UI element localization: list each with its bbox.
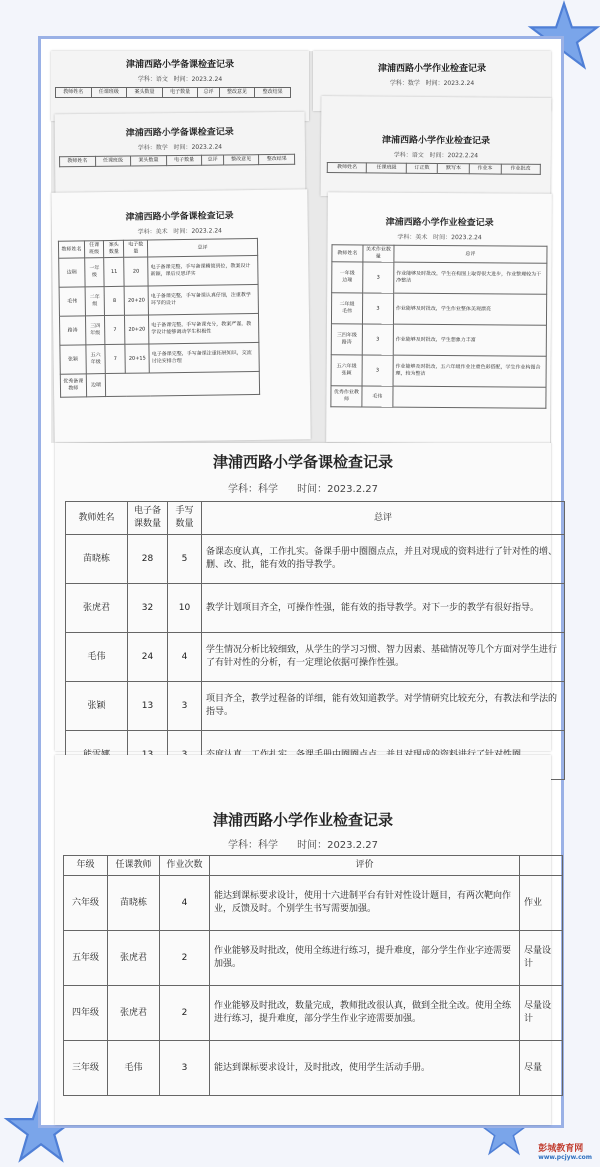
sheet-lesson-plan-chinese	[51, 51, 309, 121]
table-cell: 4	[168, 633, 202, 682]
table-cell: 四年级	[64, 986, 108, 1041]
table-row	[64, 1041, 563, 1096]
table-row	[66, 535, 565, 584]
table-cell-comment: 能达到课标要求设计，及时批改，使用学生活动手册。	[210, 1041, 520, 1096]
table-header-cell: 年级	[64, 856, 108, 876]
table-header-cell: 任课班级	[95, 156, 131, 166]
table-header-cell: 总评	[394, 245, 547, 263]
sheet-table	[59, 154, 295, 167]
table-cell: 张颖	[60, 345, 86, 374]
sheet-subtitle: 学科：美术 时间：2023.2.24	[137, 227, 223, 236]
sheet-subtitle: 学科：科学 时间：2023.2.27	[228, 840, 378, 851]
table-cell-side: 作业	[520, 876, 563, 931]
table-cell: 3	[168, 682, 202, 731]
table-header-cell	[520, 856, 563, 876]
table-cell	[106, 371, 260, 396]
table-cell: 20+20	[124, 286, 148, 315]
table-cell: 三四年级	[85, 316, 105, 345]
table-cell: 优秀备课教师	[60, 374, 86, 397]
table-header-cell: 作业批改	[501, 164, 541, 174]
table-row	[59, 255, 258, 287]
table-header-cell: 案头数量	[127, 88, 163, 98]
sheet-lesson-plan-art	[51, 189, 310, 443]
table-header-cell: 整改结果	[259, 154, 295, 164]
sheet-title: 津浦西路小学备课检查记录	[212, 453, 393, 471]
table-cell: 3	[363, 262, 394, 293]
photo-homework-science	[55, 755, 551, 1125]
table-cell: 六年级	[64, 876, 108, 931]
table-header-cell: 订正数	[406, 163, 438, 173]
table-header-cell: 教师姓名	[66, 502, 128, 535]
table-cell: 毛伟	[59, 287, 85, 316]
table-header-cell: 案头数量	[104, 240, 124, 257]
table-cell: 2	[160, 986, 210, 1041]
table-cell: 二年级	[85, 287, 105, 316]
table-cell: 苗晓栋	[108, 876, 160, 931]
sheet-subtitle: 学科：数学 时间：2023.2.24	[137, 143, 223, 152]
table-row	[59, 313, 258, 345]
table-cell: 五年级	[64, 931, 108, 986]
table-cell: 8	[104, 286, 124, 315]
sheet-homework-art	[326, 192, 552, 444]
table-cell: 20	[124, 257, 148, 286]
table-cell: 张虎君	[108, 986, 160, 1041]
table-cell: 5	[168, 535, 202, 584]
table-cell: 7	[105, 344, 125, 373]
table-cell: 毛伟	[108, 1041, 160, 1096]
table-cell-comment: 电子备课完整，手写备课认真仔细，注重教学环节的设计	[148, 284, 258, 315]
table-cell: 32	[128, 584, 168, 633]
table-header-cell: 教师姓名	[56, 88, 92, 98]
table-cell: 11	[104, 257, 124, 286]
table-header-cell: 手写数量	[168, 502, 202, 535]
sheet-table	[330, 244, 547, 409]
table-header-cell: 整改意见	[219, 88, 255, 98]
table-row	[66, 682, 565, 731]
table-row	[331, 355, 546, 388]
table-cell: 一年级 边瑞	[332, 262, 363, 293]
table-cell: 7	[105, 315, 125, 344]
table-cell: 4	[160, 876, 210, 931]
table-row	[331, 324, 546, 357]
table-cell-comment: 电子备课完整，手写备课充分，教案严谨，教学设计能够调动学生积极性	[149, 313, 259, 344]
table-row	[59, 284, 258, 316]
table-cell-comment: 教学计划项目齐全，可操作性强，能有效的指导教学。对下一步的教学有很好指导。	[202, 584, 565, 633]
sheet-table	[327, 162, 541, 175]
table-header-cell: 作业次数	[160, 856, 210, 876]
table-cell-comment: 作业能够及时批改，学生作业整体美观漂亮	[393, 293, 546, 325]
table-header-cell: 总评	[202, 502, 565, 535]
table-cell: 三年级	[64, 1041, 108, 1096]
sheet-title: 津浦西路小学作业检查记录	[377, 64, 486, 74]
table-row	[60, 342, 259, 374]
sheet-table	[58, 238, 260, 398]
table-cell-comment: 作业能够及时批改，数量完成，教师批改很认真，做到全批全改。使用全练进行练习，提升难度，部分学生作业字迹需要加强。	[210, 986, 520, 1041]
sheet-title: 津浦西路小学备课检查记录	[125, 60, 234, 70]
sheet-lesson-plan-math	[55, 112, 306, 195]
table-cell: 13	[128, 682, 168, 731]
table-header-cell: 整改意见	[223, 155, 259, 165]
table-header-cell: 默写本	[438, 164, 470, 174]
sheet-subtitle: 学科：数学 时间：2023.2.24	[389, 80, 475, 87]
photo-lesson-plan-science	[55, 443, 558, 751]
photo-frame	[38, 36, 564, 1128]
table-cell-comment: 作业能够及时批改，五六年级作业注重色彩搭配，学生作业构图合理，较为整洁	[393, 355, 546, 387]
table-cell: 20+20	[125, 315, 149, 344]
table-cell-side: 尽量	[520, 1041, 563, 1096]
table-cell: 毛伟	[66, 633, 128, 682]
table-header-cell: 教师姓名	[327, 163, 367, 173]
table-cell: 二年级 毛伟	[331, 293, 362, 324]
table-cell: 2	[160, 931, 210, 986]
table-header-cell: 教师姓名	[332, 245, 363, 262]
table-cell-comment: 能达到课标要求设计，使用十六进制平台有针对性设计题目，有两次靶向作业，反馈及时。个别学生书写需要加强。	[210, 876, 520, 931]
sheet-title: 津浦西路小学备课检查记录	[125, 127, 234, 139]
table-header-cell: 电子数量	[124, 240, 148, 257]
table-header-cell: 任课班级	[84, 241, 104, 258]
table-cell: 三四年级 路涛	[331, 324, 362, 355]
sheet-table	[55, 87, 291, 98]
table-header-cell: 总评	[148, 238, 258, 257]
table-cell: 24	[128, 633, 168, 682]
table-cell-comment: 备课态度认真，工作扎实。备课手册中圈圈点点，并且对现成的资料进行了针对性的增、删、改、批，能有效的指导教学。	[202, 535, 565, 584]
table-cell-comment: 作业能够及时批改，学生想象力丰富	[393, 324, 546, 356]
table-cell: 五六年级 张颖	[331, 355, 362, 386]
table-cell-side: 尽量设计	[520, 986, 563, 1041]
sheet-title: 津浦西路小学作业检查记录	[381, 135, 491, 147]
table-cell-comment: 项目齐全，教学过程备的详细，能有效知道教学。对学情研究比较充分，有教法和学法的指导。	[202, 682, 565, 731]
table-header-cell: 评价	[210, 856, 520, 876]
table-row-footer	[60, 371, 259, 397]
table-cell: 张虎君	[66, 584, 128, 633]
table-cell: 3	[160, 1041, 210, 1096]
table-cell: 张虎君	[108, 931, 160, 986]
table-header-cell: 作业本	[469, 164, 501, 174]
table-cell: 优秀作业教师	[331, 386, 362, 407]
table-cell: 3	[362, 355, 393, 386]
table-cell-side: 尽量设计	[520, 931, 563, 986]
science-lesson-table	[65, 501, 565, 780]
sheet-subtitle: 学科：语文 时间：2022.2.24	[393, 151, 479, 160]
sheet-title: 津浦西路小学作业检查记录	[385, 217, 494, 229]
table-cell-comment: 学生情况分析比较细致，从学生的学习习惯、智力因素、基础情况等几个方面对学生进行了有针对性的分析，有一定理论依据可操作性强。	[202, 633, 565, 682]
table-cell-comment: 作业能够及时批改，使用全练进行练习，提升难度，部分学生作业字迹需要加强。	[210, 931, 520, 986]
table-header-cell: 教师姓名	[60, 156, 96, 166]
table-cell-comment: 电子备课完整，手写备课精简到位，教案设计新颖，课后反思详实	[148, 255, 258, 286]
table-cell: 五六年级	[86, 345, 106, 374]
table-cell: 28	[128, 535, 168, 584]
sheet-title: 津浦西路小学备课检查记录	[125, 211, 234, 223]
table-cell: 3	[362, 293, 393, 324]
sheet-subtitle: 学科：语文 时间：2023.2.24	[137, 76, 223, 83]
watermark-logo: 彭城教育网 www.pcjyw.com	[538, 1144, 592, 1161]
table-cell: 边瑞	[86, 374, 106, 397]
table-cell	[393, 386, 546, 408]
table-cell: 边瑞	[59, 258, 85, 287]
sheet-subtitle: 学科：美术 时间：2023.2.24	[397, 233, 482, 242]
table-row	[66, 633, 565, 682]
table-cell: 3	[362, 324, 393, 355]
table-row	[64, 876, 563, 931]
table-header-cell: 美术作业数量	[363, 245, 394, 262]
table-cell-comment: 作业能够及时批改，学生在构图上取得很大进步，作业整理较为干净整洁	[394, 262, 547, 294]
sheet-title: 津浦西路小学作业检查记录	[212, 811, 393, 829]
table-cell: 10	[168, 584, 202, 633]
table-header-cell: 电子数量	[162, 88, 198, 98]
table-cell: 毛伟	[362, 386, 393, 407]
table-row	[331, 293, 546, 326]
table-row	[64, 986, 563, 1041]
table-header-cell: 案头数量	[131, 156, 167, 166]
table-header-cell: 任课教师	[108, 856, 160, 876]
table-cell: 一年级	[84, 258, 104, 287]
table-cell: 20+15	[125, 344, 149, 373]
table-header-cell: 整改结果	[255, 88, 291, 98]
table-header-cell: 电子数量	[166, 155, 202, 165]
table-row-footer	[331, 386, 546, 409]
table-row	[64, 931, 563, 986]
sheet-subtitle: 学科：科学 时间：2023.2.27	[228, 484, 378, 495]
table-row	[332, 262, 547, 295]
science-homework-table	[63, 855, 563, 1096]
table-cell: 张颖	[66, 682, 128, 731]
table-header-cell: 总评	[198, 88, 219, 98]
table-header-cell: 任课班级	[367, 163, 407, 173]
table-row	[66, 584, 565, 633]
photo-collage-1	[51, 51, 551, 443]
table-cell-comment: 电子备课完整，手写备课注重拓展知识，交流讨论安排合理	[149, 342, 259, 373]
table-header-cell: 教师姓名	[58, 241, 84, 258]
table-cell: 苗晓栋	[66, 535, 128, 584]
table-cell: 路涛	[59, 316, 85, 345]
sheet-homework-chinese	[321, 96, 552, 198]
table-header-cell: 总评	[202, 155, 223, 165]
table-header-cell: 电子备课数量	[128, 502, 168, 535]
table-header-cell: 任课班级	[91, 88, 127, 98]
